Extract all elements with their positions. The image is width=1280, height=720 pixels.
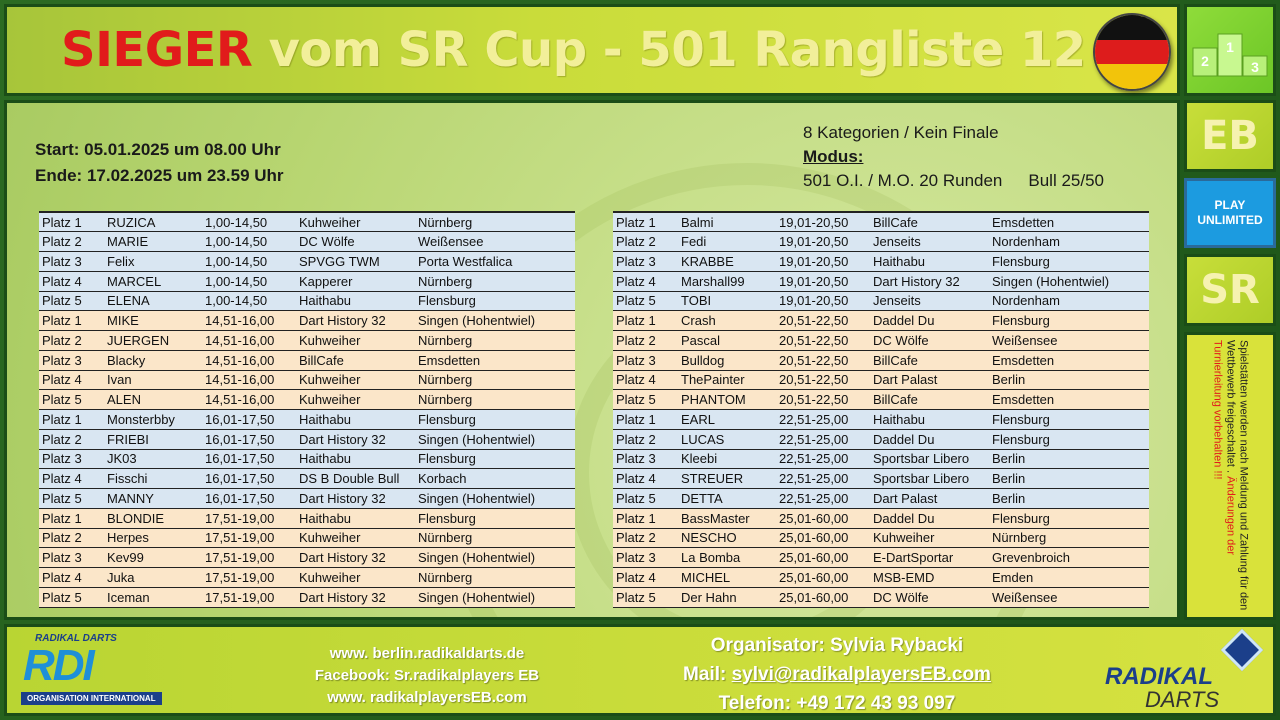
cell-name: MARIE (104, 232, 202, 252)
cell-name: Balmi (678, 212, 776, 232)
footer-banner (4, 624, 1276, 716)
cell-venue: Daddel Du (870, 508, 989, 528)
cell-platz: Platz 4 (39, 271, 104, 291)
podium-icon (1184, 4, 1276, 96)
table-row (613, 449, 1149, 469)
cell-venue: Kuhweiher (296, 528, 415, 548)
cell-platz: Platz 4 (613, 568, 678, 588)
cell-name: Iceman (104, 587, 202, 607)
cell-range: 22,51-25,00 (776, 469, 870, 489)
cell-name: BassMaster (678, 508, 776, 528)
date-info (35, 137, 284, 189)
cell-city: Emsdetten (415, 350, 575, 370)
cell-platz: Platz 2 (39, 331, 104, 351)
rdi-top-text: RADIKAL DARTS (35, 633, 117, 644)
cell-name: Blacky (104, 350, 202, 370)
eb-logo[interactable] (1184, 100, 1276, 172)
cell-platz: Platz 1 (39, 508, 104, 528)
cell-city: Korbach (415, 469, 575, 489)
cell-city: Singen (Hohentwiel) (415, 489, 575, 509)
cell-name: Fisschi (104, 469, 202, 489)
cell-range: 19,01-20,50 (776, 212, 870, 232)
cell-range: 19,01-20,50 (776, 271, 870, 291)
table-row (613, 469, 1149, 489)
note-info: Spielstätten werden nach Meldung und Zahlung für den Wettbewerb freigeschaltet . (1224, 340, 1250, 611)
cell-platz: Platz 4 (39, 568, 104, 588)
telefon: Telefon: +49 172 43 93 097 (718, 693, 956, 714)
cell-platz: Platz 1 (39, 410, 104, 430)
cell-platz: Platz 1 (613, 508, 678, 528)
cell-city: Flensburg (415, 508, 575, 528)
cell-range: 1,00-14,50 (202, 252, 296, 272)
cell-platz: Platz 3 (39, 449, 104, 469)
cell-range: 17,51-19,00 (202, 508, 296, 528)
cell-range: 22,51-25,00 (776, 449, 870, 469)
cell-venue: DS B Double Bull (296, 469, 415, 489)
table-row (613, 271, 1149, 291)
cell-city: Singen (Hohentwiel) (415, 548, 575, 568)
cell-venue: DC Wölfe (870, 331, 989, 351)
cell-range: 14,51-16,00 (202, 350, 296, 370)
cell-name: MICHEL (678, 568, 776, 588)
table-row (39, 350, 575, 370)
cell-name: Kleebi (678, 449, 776, 469)
modus-label: Modus: (803, 147, 864, 166)
cell-name: Crash (678, 311, 776, 331)
cell-name: Ivan (104, 370, 202, 390)
cell-name: JK03 (104, 449, 202, 469)
cell-platz: Platz 1 (613, 311, 678, 331)
table-row (613, 410, 1149, 430)
cell-venue: Haithabu (296, 291, 415, 311)
table-row (613, 291, 1149, 311)
cell-platz: Platz 5 (613, 390, 678, 410)
table-row (613, 331, 1149, 351)
table-row (613, 311, 1149, 331)
cell-city: Emsdetten (989, 212, 1149, 232)
table-row (39, 489, 575, 509)
table-row (613, 587, 1149, 607)
cell-platz: Platz 4 (39, 469, 104, 489)
darts-text: DARTS (1145, 687, 1220, 712)
cell-name: MARCEL (104, 271, 202, 291)
table-row (39, 568, 575, 588)
cell-range: 14,51-16,00 (202, 370, 296, 390)
cell-platz: Platz 1 (613, 212, 678, 232)
cell-platz: Platz 2 (39, 528, 104, 548)
cell-venue: Kuhweiher (296, 370, 415, 390)
cell-venue: Daddel Du (870, 429, 989, 449)
cell-city: Nürnberg (415, 271, 575, 291)
cell-name: Pascal (678, 331, 776, 351)
cell-range: 17,51-19,00 (202, 587, 296, 607)
mail-link[interactable]: sylvi@radikalplayersEB.com (731, 664, 991, 685)
cell-city: Flensburg (415, 410, 575, 430)
cell-platz: Platz 4 (613, 271, 678, 291)
cell-city: Emden (989, 568, 1149, 588)
play-unlimited-logo[interactable] (1184, 178, 1276, 248)
cell-venue: Daddel Du (870, 311, 989, 331)
modus-value: 501 O.I. / M.O. 20 Runden (803, 171, 1003, 190)
cell-name: ThePainter (678, 370, 776, 390)
germany-flag-icon (1093, 13, 1171, 91)
cell-venue: Haithabu (296, 449, 415, 469)
cell-range: 20,51-22,50 (776, 311, 870, 331)
cell-platz: Platz 3 (39, 350, 104, 370)
table-row (39, 271, 575, 291)
cell-venue: Haithabu (870, 252, 989, 272)
cell-venue: MSB-EMD (870, 568, 989, 588)
cell-name: MIKE (104, 311, 202, 331)
cell-venue: SPVGG TWM (296, 252, 415, 272)
cell-city: Singen (Hohentwiel) (989, 271, 1149, 291)
cell-name: ELENA (104, 291, 202, 311)
cell-venue: Dart Palast (870, 489, 989, 509)
cell-city: Singen (Hohentwiel) (415, 587, 575, 607)
cell-city: Flensburg (989, 508, 1149, 528)
contact-info (647, 631, 1027, 718)
svg-text:3: 3 (1251, 59, 1259, 75)
cell-name: MANNY (104, 489, 202, 509)
table-row (39, 548, 575, 568)
cell-platz: Platz 2 (613, 429, 678, 449)
cell-city: Nürnberg (415, 528, 575, 548)
cell-range: 19,01-20,50 (776, 252, 870, 272)
sr-label: SR (1200, 267, 1260, 313)
cell-city: Flensburg (989, 410, 1149, 430)
cell-platz: Platz 5 (613, 291, 678, 311)
modus-info (803, 121, 1104, 193)
table-row (39, 508, 575, 528)
table-row (613, 232, 1149, 252)
cell-city: Singen (Hohentwiel) (415, 429, 575, 449)
cell-name: Felix (104, 252, 202, 272)
cell-venue: Dart History 32 (296, 548, 415, 568)
cell-platz: Platz 3 (39, 548, 104, 568)
rdi-logo[interactable] (17, 633, 217, 711)
cell-name: LUCAS (678, 429, 776, 449)
link-berlin[interactable]: www. berlin.radikaldarts.de (329, 645, 525, 662)
cell-city: Berlin (989, 449, 1149, 469)
link-facebook[interactable]: Facebook: Sr.radikalplayers EB (314, 667, 540, 684)
cell-city: Nordenham (989, 232, 1149, 252)
table-row (39, 469, 575, 489)
cell-range: 14,51-16,00 (202, 390, 296, 410)
cell-city: Weißensee (989, 331, 1149, 351)
cell-range: 1,00-14,50 (202, 271, 296, 291)
table-row (39, 528, 575, 548)
cell-venue: Dart History 32 (296, 429, 415, 449)
cell-range: 20,51-22,50 (776, 331, 870, 351)
start-date: Start: 05.01.2025 um 08.00 Uhr (35, 140, 281, 159)
table-row (39, 587, 575, 607)
footer-links (297, 643, 557, 709)
organisator: Organisator: Sylvia Rybacki (710, 635, 964, 656)
cell-range: 19,01-20,50 (776, 291, 870, 311)
cell-venue: DC Wölfe (296, 232, 415, 252)
cell-platz: Platz 1 (39, 311, 104, 331)
cell-name: BLONDIE (104, 508, 202, 528)
cell-city: Singen (Hohentwiel) (415, 311, 575, 331)
cell-platz: Platz 3 (613, 350, 678, 370)
cell-city: Weißensee (989, 587, 1149, 607)
cell-venue: Kuhweiher (296, 212, 415, 232)
cell-range: 20,51-22,50 (776, 370, 870, 390)
table-row (39, 370, 575, 390)
mail-label: Mail: (683, 664, 732, 685)
rdi-big-text: RDI (23, 641, 93, 690)
cell-venue: Jenseits (870, 232, 989, 252)
cell-city: Nürnberg (415, 331, 575, 351)
cell-name: Fedi (678, 232, 776, 252)
table-row (613, 252, 1149, 272)
cell-range: 17,51-19,00 (202, 548, 296, 568)
cell-city: Berlin (989, 489, 1149, 509)
main-panel (4, 100, 1180, 620)
sr-logo[interactable] (1184, 254, 1276, 326)
cell-platz: Platz 3 (613, 449, 678, 469)
ranking-table-right (613, 211, 1149, 608)
table-row (613, 508, 1149, 528)
cell-city: Nürnberg (989, 528, 1149, 548)
cell-city: Nürnberg (415, 212, 575, 232)
cell-name: ALEN (104, 390, 202, 410)
note-panel (1184, 332, 1276, 620)
cell-venue: Sportsbar Libero (870, 449, 989, 469)
cell-name: Monsterbby (104, 410, 202, 430)
cell-range: 22,51-25,00 (776, 429, 870, 449)
cell-venue: BillCafe (870, 212, 989, 232)
cell-city: Emsdetten (989, 390, 1149, 410)
cell-name: TOBI (678, 291, 776, 311)
cell-range: 16,01-17,50 (202, 429, 296, 449)
link-radikalplayers[interactable]: www. radikalplayersEB.com (327, 689, 527, 706)
cell-name: FRIEBI (104, 429, 202, 449)
table-row (613, 548, 1149, 568)
cell-platz: Platz 5 (39, 291, 104, 311)
cell-range: 14,51-16,00 (202, 311, 296, 331)
cell-venue: Dart History 32 (296, 587, 415, 607)
cell-range: 16,01-17,50 (202, 489, 296, 509)
table-row (39, 232, 575, 252)
diamond-icon (1221, 629, 1263, 671)
cell-range: 22,51-25,00 (776, 489, 870, 509)
cell-name: Kev99 (104, 548, 202, 568)
cell-range: 1,00-14,50 (202, 291, 296, 311)
cell-platz: Platz 3 (613, 548, 678, 568)
cell-name: Marshall99 (678, 271, 776, 291)
table-row (613, 370, 1149, 390)
cell-city: Nürnberg (415, 370, 575, 390)
note-text (1211, 340, 1250, 612)
table-row (39, 429, 575, 449)
cell-city: Berlin (989, 469, 1149, 489)
radikal-darts-logo[interactable] (1101, 633, 1271, 713)
cell-platz: Platz 2 (613, 331, 678, 351)
cell-range: 1,00-14,50 (202, 212, 296, 232)
cell-platz: Platz 1 (39, 212, 104, 232)
cell-platz: Platz 4 (613, 370, 678, 390)
cell-venue: Kuhweiher (296, 331, 415, 351)
end-date: Ende: 17.02.2025 um 23.59 Uhr (35, 166, 284, 185)
cell-range: 25,01-60,00 (776, 508, 870, 528)
table-row (613, 390, 1149, 410)
cell-venue: Dart History 32 (296, 311, 415, 331)
cell-venue: Kapperer (296, 271, 415, 291)
table-row (39, 212, 575, 232)
cell-platz: Platz 5 (613, 489, 678, 509)
cell-venue: BillCafe (296, 350, 415, 370)
table-row (39, 252, 575, 272)
cell-platz: Platz 5 (39, 390, 104, 410)
cell-venue: Kuhweiher (870, 528, 989, 548)
cell-name: NESCHO (678, 528, 776, 548)
cell-city: Flensburg (415, 291, 575, 311)
cell-city: Berlin (989, 370, 1149, 390)
table-row (39, 410, 575, 430)
cell-range: 16,01-17,50 (202, 449, 296, 469)
cell-platz: Platz 5 (39, 489, 104, 509)
cell-platz: Platz 5 (39, 587, 104, 607)
table-row (613, 528, 1149, 548)
cell-range: 17,51-19,00 (202, 568, 296, 588)
table-row (613, 212, 1149, 232)
cell-range: 20,51-22,50 (776, 390, 870, 410)
categories: 8 Kategorien / Kein Finale (803, 123, 999, 142)
cell-venue: BillCafe (870, 350, 989, 370)
cell-city: Nürnberg (415, 390, 575, 410)
cell-name: La Bomba (678, 548, 776, 568)
eb-label: EB (1201, 113, 1259, 159)
cell-platz: Platz 2 (613, 528, 678, 548)
play-line2: UNLIMITED (1197, 213, 1263, 227)
cell-name: PHANTOM (678, 390, 776, 410)
cell-name: STREUER (678, 469, 776, 489)
cell-name: KRABBE (678, 252, 776, 272)
cell-city: Flensburg (989, 311, 1149, 331)
title-rest: vom SR Cup - 501 Rangliste 12 (252, 22, 1086, 78)
page-title (61, 22, 1086, 78)
cell-city: Grevenbroich (989, 548, 1149, 568)
cell-name: Juka (104, 568, 202, 588)
cell-platz: Platz 3 (39, 252, 104, 272)
cell-name: DETTA (678, 489, 776, 509)
cell-venue: Haithabu (296, 410, 415, 430)
table-row (613, 568, 1149, 588)
table-row (39, 390, 575, 410)
cell-platz: Platz 2 (613, 232, 678, 252)
cell-name: EARL (678, 410, 776, 430)
cell-venue: Haithabu (296, 508, 415, 528)
cell-venue: Dart History 32 (870, 271, 989, 291)
cell-range: 19,01-20,50 (776, 232, 870, 252)
cell-city: Flensburg (989, 429, 1149, 449)
rdi-bar-text: ORGANISATION INTERNATIONAL (21, 692, 162, 705)
cell-city: Weißensee (415, 232, 575, 252)
cell-range: 25,01-60,00 (776, 548, 870, 568)
cell-platz: Platz 5 (613, 587, 678, 607)
cell-venue: DC Wölfe (870, 587, 989, 607)
radikal-text: RADIKAL (1105, 663, 1213, 690)
table-row (39, 331, 575, 351)
cell-range: 25,01-60,00 (776, 587, 870, 607)
cell-range: 22,51-25,00 (776, 410, 870, 430)
table-row (613, 350, 1149, 370)
table-row (39, 449, 575, 469)
cell-range: 20,51-22,50 (776, 350, 870, 370)
cell-range: 25,01-60,00 (776, 568, 870, 588)
cell-range: 14,51-16,00 (202, 331, 296, 351)
play-line1: PLAY (1214, 198, 1246, 212)
cell-platz: Platz 2 (39, 429, 104, 449)
title-sieger: SIEGER (61, 22, 253, 78)
cell-platz: Platz 4 (613, 469, 678, 489)
cell-city: Nürnberg (415, 568, 575, 588)
svg-text:1: 1 (1226, 39, 1234, 55)
cell-city: Porta Westfalica (415, 252, 575, 272)
cell-city: Nordenham (989, 291, 1149, 311)
header-banner (4, 4, 1180, 96)
cell-range: 16,01-17,50 (202, 410, 296, 430)
cell-venue: E-DartSportar (870, 548, 989, 568)
cell-platz: Platz 1 (613, 410, 678, 430)
cell-venue: Jenseits (870, 291, 989, 311)
cell-city: Flensburg (989, 252, 1149, 272)
table-row (39, 291, 575, 311)
cell-name: Bulldog (678, 350, 776, 370)
cell-venue: Dart Palast (870, 370, 989, 390)
cell-venue: Sportsbar Libero (870, 469, 989, 489)
cell-name: Herpes (104, 528, 202, 548)
bull-value: Bull 25/50 (1028, 171, 1105, 190)
cell-venue: Dart History 32 (296, 489, 415, 509)
cell-platz: Platz 4 (39, 370, 104, 390)
svg-text:2: 2 (1201, 53, 1209, 69)
cell-range: 17,51-19,00 (202, 528, 296, 548)
cell-name: RUZICA (104, 212, 202, 232)
cell-city: Emsdetten (989, 350, 1149, 370)
cell-platz: Platz 2 (39, 232, 104, 252)
cell-venue: Kuhweiher (296, 390, 415, 410)
cell-range: 1,00-14,50 (202, 232, 296, 252)
cell-range: 16,01-17,50 (202, 469, 296, 489)
cell-name: JUERGEN (104, 331, 202, 351)
table-row (613, 489, 1149, 509)
ranking-table-left (39, 211, 575, 608)
cell-venue: Kuhweiher (296, 568, 415, 588)
cell-name: Der Hahn (678, 587, 776, 607)
note-warning: Änderungen der Turnierleitung vorbehalten !!! (1211, 340, 1237, 556)
table-row (613, 429, 1149, 449)
cell-range: 25,01-60,00 (776, 528, 870, 548)
cell-venue: Haithabu (870, 410, 989, 430)
cell-venue: BillCafe (870, 390, 989, 410)
cell-city: Flensburg (415, 449, 575, 469)
cell-platz: Platz 3 (613, 252, 678, 272)
table-row (39, 311, 575, 331)
